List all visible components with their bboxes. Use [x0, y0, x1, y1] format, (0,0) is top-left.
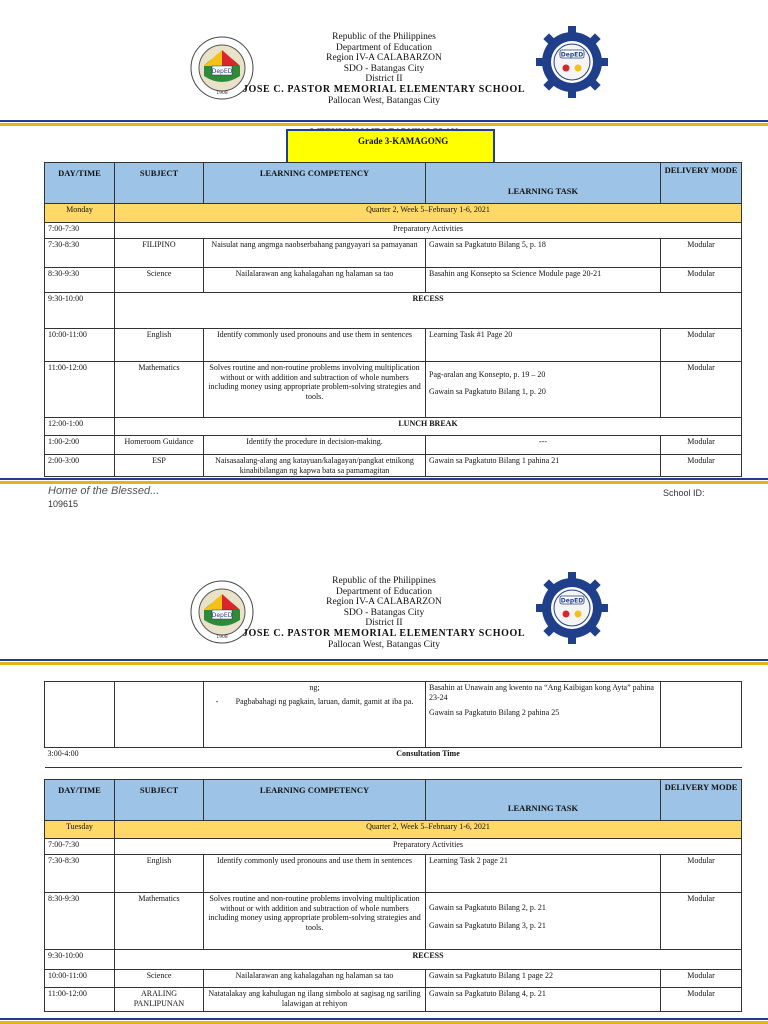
table-gap: [45, 768, 742, 780]
subject-cell: English: [115, 855, 204, 893]
department-line: Department of Education: [335, 42, 433, 53]
table-row: [45, 239, 742, 268]
table-row: [45, 455, 742, 477]
col-competency: LEARNING COMPETENCY: [204, 780, 426, 821]
svg-text:DepED: DepED: [560, 597, 584, 605]
time-cell: 8:30-9:30: [45, 893, 115, 950]
table-row: [45, 893, 742, 950]
time-cell: 12:00-1:00: [45, 418, 115, 436]
table-row: [45, 418, 742, 436]
svg-text:1908: 1908: [216, 91, 228, 96]
time-cell: 11:00-12:00: [45, 362, 115, 418]
mode-cell: Modular: [661, 455, 742, 477]
table-row: [45, 970, 742, 988]
competency-line: ng;: [309, 683, 320, 692]
task-line: Gawain sa Pagkatuto Bilang 3, p. 21: [429, 920, 546, 930]
time-cell: 8:30-9:30: [45, 268, 115, 293]
time-cell: 7:30-8:30: [45, 239, 115, 268]
time-cell: 2:00-3:00: [45, 455, 115, 477]
table-row: [45, 268, 742, 293]
task-cell: [426, 362, 661, 418]
competency-cell: Solves routine and non-routine problems involving multiplication without or with addition and subtraction of whole numbers including money using appropriate problem-solving strategies and tools.: [204, 362, 426, 418]
page1-footer-rule: [0, 478, 768, 484]
col-mode: DELIVERY MODE: [661, 163, 742, 204]
table-row: [45, 950, 742, 970]
recess-cell: RECESS: [115, 950, 742, 970]
task-cell: [426, 893, 661, 950]
time-cell: 7:00-7:30: [45, 223, 115, 239]
letterhead-text: [0, 576, 768, 650]
competency-cell: Identify the procedure in decision-making.: [204, 436, 426, 455]
subject-cell: Mathematics: [115, 362, 204, 418]
table-row: [45, 436, 742, 455]
table-row: [45, 855, 742, 893]
time-cell: 7:00-7:30: [45, 839, 115, 855]
subject-cell: Mathematics: [115, 893, 204, 950]
mode-cell: Modular: [661, 239, 742, 268]
table-row: [45, 748, 742, 768]
col-competency: LEARNING COMPETENCY: [204, 163, 426, 204]
mode-cell: Modular: [661, 893, 742, 950]
time-cell: [45, 682, 115, 748]
competency-bullet-item: [207, 697, 422, 707]
time-cell: 10:00-11:00: [45, 329, 115, 362]
time-cell: 7:30-8:30: [45, 855, 115, 893]
deped-gear-logo: [536, 26, 600, 90]
task-line: Pag-aralan ang Konsepto, p. 19 – 20: [429, 370, 546, 379]
subject-cell: Science: [115, 268, 204, 293]
col-task: LEARNING TASK: [426, 780, 661, 821]
competency-cell: Naisulat nang angmga naobserbahang pangyayari sa pamayanan: [204, 239, 426, 268]
task-cell: Basahin ang Konsepto sa Science Module page 20-21: [426, 268, 661, 293]
task-cell: Gawain sa Pagkatuto Bilang 1 pahina 21: [426, 455, 661, 477]
col-subject: SUBJECT: [115, 163, 204, 204]
day-label: Tuesday: [45, 821, 115, 839]
competency-cell: Solves routine and non-routine problems involving multiplication without or with addition and subtraction of whole numbers including money using appropriate problem-solving strategies and tools.: [204, 893, 426, 950]
subject-cell: FILIPINO: [115, 239, 204, 268]
mode-cell: Modular: [661, 436, 742, 455]
competency-cell: Identify commonly used pronouns and use them in sentences: [204, 329, 426, 362]
mode-cell: [661, 682, 742, 748]
task-cell: ---: [426, 436, 661, 455]
time-cell: 9:30-10:00: [45, 293, 115, 329]
subject-cell: Science: [115, 970, 204, 988]
col-day-time: DAY/TIME: [45, 163, 115, 204]
col-task: LEARNING TASK: [426, 163, 661, 204]
competency-cell: Nailalarawan ang kahalagahan ng halaman sa tao: [204, 268, 426, 293]
table-row: [45, 223, 742, 239]
subject-cell: English: [115, 329, 204, 362]
district-line: District II: [365, 618, 403, 629]
school-address: Pallocan West, Batangas City: [328, 639, 440, 650]
table-header-row: [45, 163, 742, 204]
activity-cell: Preparatory Activities: [115, 223, 742, 239]
table-row: [45, 839, 742, 855]
mode-cell: Modular: [661, 988, 742, 1012]
task-cell: Gawain sa Pagkatuto Bilang 4, p. 21: [426, 988, 661, 1012]
region-line: Region IV-A CALABARZON: [326, 597, 442, 608]
task-cell: Learning Task 2 page 21: [426, 855, 661, 893]
subject-cell: [115, 682, 204, 748]
division-line: SDO - Batangas City: [343, 607, 425, 618]
table-row: [45, 362, 742, 418]
page2-continuation-table: [44, 681, 742, 1012]
time-cell: 11:00-12:00: [45, 988, 115, 1012]
competency-cell: [204, 682, 426, 748]
department-line: Department of Education: [335, 586, 433, 597]
page2-header-rule: [0, 659, 768, 665]
svg-text:DepED: DepED: [560, 51, 584, 59]
task-line: Gawain sa Pagkatuto Bilang 2, p. 21: [429, 903, 546, 912]
task-cell: Learning Task #1 Page 20: [426, 329, 661, 362]
week-label: Quarter 2, Week 5–February 1-6, 2021: [115, 204, 742, 223]
time-cell: 1:00-2:00: [45, 436, 115, 455]
competency-cell: Identify commonly used pronouns and use them in sentences: [204, 855, 426, 893]
col-subject: SUBJECT: [115, 780, 204, 821]
page1-header-rule: [0, 120, 768, 126]
bullet-dash: -: [215, 696, 219, 706]
table-header-row: [45, 780, 742, 821]
time-cell: 9:30-10:00: [45, 950, 115, 970]
task-line: Gawain sa Pagkatuto Bilang 2 pahina 25: [429, 708, 560, 718]
school-code: 109615: [48, 499, 79, 509]
svg-text:DepED: DepED: [211, 612, 233, 619]
grade-section-label: Grade 3-KAMAGONG: [358, 136, 449, 146]
mode-cell: Modular: [661, 970, 742, 988]
page1-header: [0, 26, 768, 116]
day-label: Monday: [45, 204, 115, 223]
republic-line: Republic of the Philippines: [332, 32, 436, 42]
competency-cell: Naisasaalang-alang ang katayuan/kalagayan/pangkat etnikong kinabibilangan ng kapwa bata sa pamamagitan: [204, 455, 426, 477]
table-row: [45, 682, 742, 748]
mode-cell: Modular: [661, 329, 742, 362]
lunch-cell: LUNCH BREAK: [115, 418, 742, 436]
competency-cell: Nailalarawan ang kahalagahan ng halaman sa tao: [204, 970, 426, 988]
school-name: JOSE C. PASTOR MEMORIAL ELEMENTARY SCHOOL: [242, 627, 526, 639]
task-cell: Gawain sa Pagkatuto Bilang 5, p. 18: [426, 239, 661, 268]
school-address: Pallocan West, Batangas City: [328, 95, 440, 106]
district-line: District II: [365, 74, 403, 85]
time-cell: 10:00-11:00: [45, 970, 115, 988]
svg-text:1908: 1908: [216, 635, 228, 640]
mode-cell: Modular: [661, 362, 742, 418]
page2-header: [0, 572, 768, 662]
competency-line: Pagbabahagi ng pagkain, laruan, damit, gamit at iba pa.: [235, 696, 414, 706]
col-day-time: DAY/TIME: [45, 780, 115, 821]
page1-plan-table: [44, 162, 742, 477]
mode-cell: Modular: [661, 268, 742, 293]
letterhead-text: [0, 32, 768, 106]
subject-cell: ARALING PANLIPUNAN: [115, 988, 204, 1012]
subject-cell: ESP: [115, 455, 204, 477]
recess-cell: RECESS: [115, 293, 742, 329]
svg-text:DepED: DepED: [211, 68, 233, 75]
subject-cell: Homeroom Guidance: [115, 436, 204, 455]
school-name: JOSE C. PASTOR MEMORIAL ELEMENTARY SCHOOL: [242, 83, 526, 95]
col-mode: DELIVERY MODE: [661, 780, 742, 821]
mode-cell: Modular: [661, 855, 742, 893]
competency-cell: Natatalakay ang kahulugan ng ilang simbolo at sagisag ng sariling lalawigan at rehiyon: [204, 988, 426, 1012]
table-row: [45, 329, 742, 362]
task-cell: Gawain sa Pagkatuto Bilang 1 page 22: [426, 970, 661, 988]
consultation-cell: Consultation Time: [115, 748, 742, 768]
school-motto: Home of the Blessed...: [48, 485, 160, 497]
republic-line: Republic of the Philippines: [332, 576, 436, 586]
table-row: [45, 293, 742, 329]
region-line: Region IV-A CALABARZON: [326, 53, 442, 64]
day-row: [45, 821, 742, 839]
school-id-label: School ID:: [663, 488, 705, 498]
time-cell: 3:00-4:00: [45, 748, 115, 768]
task-line: Gawain sa Pagkatuto Bilang 1, p. 20: [429, 386, 546, 396]
day-row: [45, 204, 742, 223]
page2-footer-rule: [0, 1018, 768, 1024]
week-label: Quarter 2, Week 5–February 1-6, 2021: [115, 821, 742, 839]
activity-cell: Preparatory Activities: [115, 839, 742, 855]
deped-gear-logo: [536, 572, 600, 636]
task-cell: [426, 682, 661, 748]
division-line: SDO - Batangas City: [343, 63, 425, 74]
task-line: Basahin at Unawain ang kwento na “Ang Kaibigan kong Ayta” pahina 23-24: [429, 683, 654, 702]
table-row: [45, 988, 742, 1012]
